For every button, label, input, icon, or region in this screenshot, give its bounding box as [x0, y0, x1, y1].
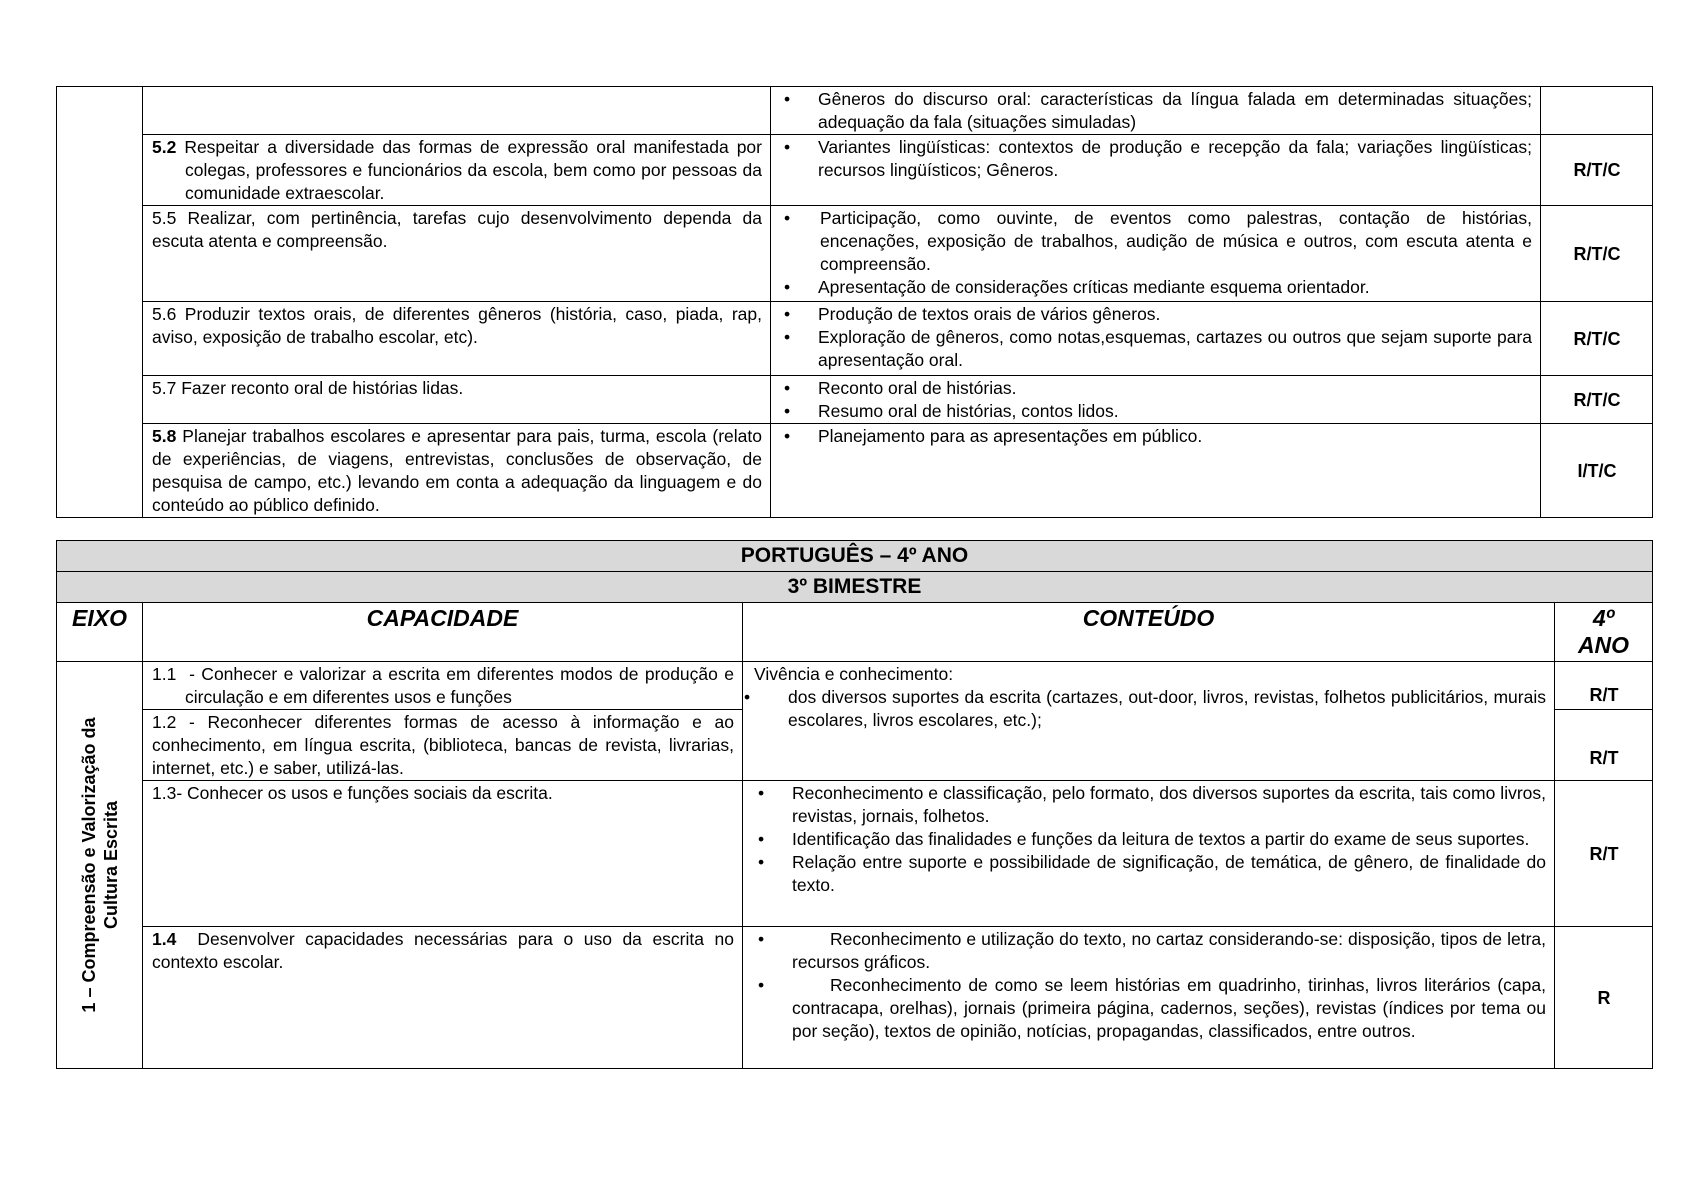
- grade-cell: R/T/C: [1541, 135, 1653, 206]
- content-item: [754, 928, 1546, 974]
- content-cell: [771, 424, 1541, 518]
- table-row: [57, 662, 1653, 710]
- content-intro: Vivência e conhecimento:: [754, 664, 954, 684]
- content-item: • Resumo oral de histórias, contos lidos.: [780, 400, 1532, 423]
- header-ano-line1: 4º: [1592, 605, 1615, 631]
- content-item: • Produção de textos orais de vários gêneros.: [780, 303, 1532, 326]
- header-conteudo: CONTEÚDO: [743, 603, 1555, 662]
- eixo-label-line2: Cultura Escrita: [100, 800, 121, 930]
- capacity-code: 1.1: [152, 664, 177, 684]
- content-item: • Apresentação de considerações críticas mediante esquema orientador.: [780, 276, 1532, 299]
- grade-cell: R: [1555, 927, 1653, 1069]
- content-item: • Planejamento para as apresentações em público.: [780, 425, 1532, 448]
- content-item: • Gêneros do discurso oral: características da língua falada em determinadas situações; adequação da fala (situações simuladas): [780, 88, 1532, 134]
- curriculum-table: [56, 540, 1653, 1069]
- table-row: [57, 927, 1653, 1069]
- content-cell: [743, 927, 1555, 1069]
- capacity-cell: [143, 424, 771, 518]
- content-item: • Participação, como ouvinte, de eventos como palestras, contação de histórias, encenações, exposição de trabalhos, audição de música e outros, com escuta atenta e compreensão.: [780, 207, 1532, 276]
- column-header-row: [57, 603, 1653, 662]
- table-title: PORTUGUÊS – 4º ANO: [57, 541, 1653, 572]
- capacity-cell: [143, 710, 743, 781]
- content-cell: [771, 206, 1541, 302]
- capacity-cell: [143, 206, 771, 302]
- grade-cell: [1541, 87, 1653, 135]
- header-eixo: EIXO: [57, 603, 143, 662]
- capacity-text: Planejar trabalhos escolares e apresentar para pais, turma, escola (relato de experiências, de viagens, entrevistas, conclusões de observação, de pesquisa de campo, etc.) levando em conta a adequação da linguagem e do conteúdo ao público definido.: [152, 426, 762, 515]
- content-item: • Variantes lingüísticas: contextos de produção e recepção da fala; variações lingüísticas; recursos lingüísticos; Gêneros.: [780, 136, 1532, 182]
- capacity-cell: [143, 87, 771, 135]
- grade-cell: R/T/C: [1541, 302, 1653, 376]
- content-cell: [771, 376, 1541, 424]
- capacity-cell: [143, 135, 771, 206]
- capacity-cell: [143, 376, 771, 424]
- capacity-code: 1.4: [152, 929, 177, 949]
- capacity-cell: [143, 781, 743, 927]
- content-item: • Reconhecimento e classificação, pelo formato, dos diversos suportes da escrita, tais como livros, revistas, jornais, folhetos.: [754, 782, 1546, 828]
- content-item: • Exploração de gêneros, como notas,esquemas, cartazes ou outros que sejam suporte para apresentação oral.: [780, 326, 1532, 372]
- header-capacidade: CAPACIDADE: [143, 603, 743, 662]
- grade-cell: I/T/C: [1541, 424, 1653, 518]
- capacity-text: Desenvolver capacidades necessárias para o uso da escrita no contexto escolar.: [152, 929, 734, 972]
- content-item: • Identificação das finalidades e funções da leitura de textos a partir do exame de seus suportes.: [754, 828, 1546, 851]
- capacity-code: 5.8: [152, 426, 177, 446]
- eixo-cell: [57, 662, 143, 1069]
- capacity-cell: [143, 302, 771, 376]
- content-cell: [771, 302, 1541, 376]
- table-row: [57, 376, 1653, 424]
- grade-cell: R/T: [1555, 662, 1653, 710]
- capacity-cell: [143, 927, 743, 1069]
- content-cell: [771, 87, 1541, 135]
- capacity-text: - Conhecer e valorizar a escrita em diferentes modos de produção e circulação e em diferentes usos e funções: [185, 664, 734, 707]
- grade-cell: R/T: [1555, 710, 1653, 781]
- capacity-text: 5.6 Produzir textos orais, de diferentes gêneros (história, caso, piada, rap, aviso, exposição de trabalho escolar, etc).: [152, 304, 762, 347]
- table-row: [57, 424, 1653, 518]
- table-row: [57, 206, 1653, 302]
- header-ano: [1555, 603, 1653, 662]
- capacity-code: 5.2: [152, 137, 177, 157]
- capacity-text: 5.7 Fazer reconto oral de histórias lidas.: [152, 378, 464, 398]
- continuation-table: [56, 86, 1653, 518]
- content-item: [754, 974, 1546, 1043]
- capacity-text: 1.3- Conhecer os usos e funções sociais da escrita.: [152, 783, 553, 803]
- eixo-cell-empty: [57, 87, 143, 518]
- capacity-cell: [143, 662, 743, 710]
- table-subtitle: 3º BIMESTRE: [57, 572, 1653, 603]
- header-ano-line2: ANO: [1577, 632, 1630, 658]
- grade-cell: R/T/C: [1541, 206, 1653, 302]
- table-row: [57, 302, 1653, 376]
- content-item-text: Reconhecimento de como se leem histórias em quadrinho, tirinhas, livros literários (capa, contracapa, orelhas), jornais (primeira página, cadernos, seções), revistas (índices por tema ou por seção), textos de opinião, notícias, propagandas, classificados, entre outros.: [792, 975, 1546, 1041]
- content-item-text: Reconhecimento e utilização do texto, no cartaz considerando-se: disposição, tipos de letra, recursos gráficos.: [792, 929, 1546, 972]
- content-item: • Relação entre suporte e possibilidade de significação, de temática, de gênero, de finalidade do texto.: [754, 851, 1546, 897]
- content-cell: [743, 662, 1555, 781]
- capacity-text: Respeitar a diversidade das formas de expressão oral manifestada por colegas, professores e funcionários da escola, bem como por pessoas da comunidade extraescolar.: [184, 137, 762, 203]
- content-item: • Reconto oral de histórias.: [780, 377, 1532, 400]
- capacity-text: 1.2 - Reconhecer diferentes formas de acesso à informação e ao conhecimento, em língua escrita, (biblioteca, bancas de revista, livrarias, internet, etc.) e saber, utilizá-las.: [152, 712, 734, 778]
- content-cell: [743, 781, 1555, 927]
- table-row: [57, 135, 1653, 206]
- eixo-label-line1: 1 – Compreensão e Valorização da: [78, 717, 99, 1013]
- eixo-label: [78, 717, 122, 1012]
- table-title-row: [57, 541, 1653, 572]
- capacity-text: 5.5 Realizar, com pertinência, tarefas cujo desenvolvimento dependa da escuta atenta e compreensão.: [152, 208, 762, 251]
- table-row: [57, 781, 1653, 927]
- grade-cell: R/T/C: [1541, 376, 1653, 424]
- content-cell: [771, 135, 1541, 206]
- content-item: • dos diversos suportes da escrita (cartazes, out-door, livros, revistas, folhetos publicitários, murais escolares, livros escolares, etc.);: [750, 686, 1546, 732]
- table-subtitle-row: [57, 572, 1653, 603]
- table-row: [57, 87, 1653, 135]
- grade-cell: R/T: [1555, 781, 1653, 927]
